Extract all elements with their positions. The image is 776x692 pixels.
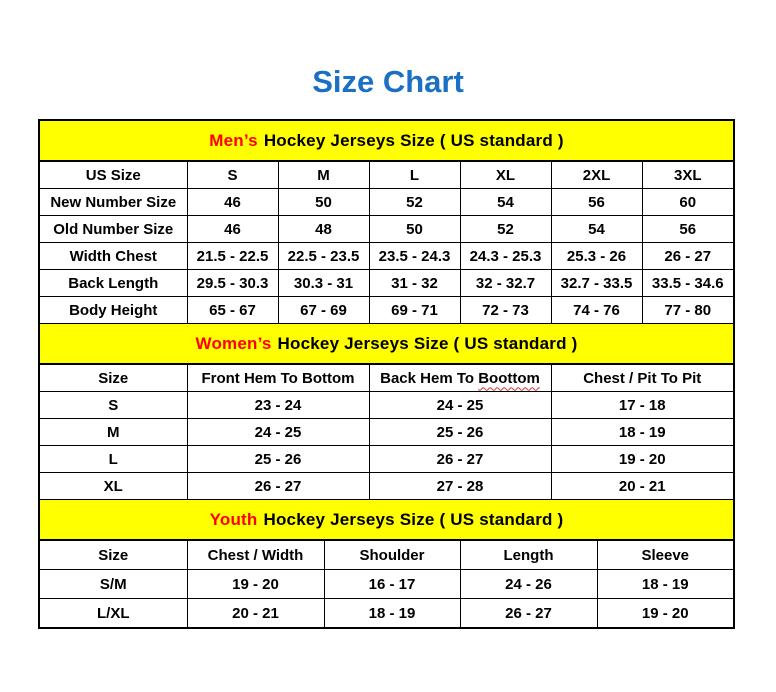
womens-section-band: [40, 323, 733, 365]
header-cell: L: [369, 162, 460, 189]
table-row: [40, 419, 733, 446]
header-cell: Shoulder: [324, 541, 460, 570]
value-cell: 32 - 32.7: [460, 270, 551, 297]
header-cell: XL: [460, 162, 551, 189]
value-cell: 20 - 21: [551, 473, 733, 500]
table-row: [40, 270, 733, 297]
table-row: [40, 570, 733, 599]
header-cell: 2XL: [551, 162, 642, 189]
value-cell: 46: [187, 189, 278, 216]
row-label-cell: M: [40, 419, 187, 446]
header-cell: US Size: [40, 162, 187, 189]
value-cell: 77 - 80: [642, 297, 733, 324]
value-cell: 48: [278, 216, 369, 243]
value-cell: 26 - 27: [369, 446, 551, 473]
mens-section-band: [40, 121, 733, 162]
value-cell: 65 - 67: [187, 297, 278, 324]
value-cell: 52: [460, 216, 551, 243]
table-row: [40, 392, 733, 419]
value-cell: 18 - 19: [597, 570, 733, 599]
row-label-cell: XL: [40, 473, 187, 500]
row-label-cell: Old Number Size: [40, 216, 187, 243]
row-label-cell: S/M: [40, 570, 187, 599]
value-cell: 56: [642, 216, 733, 243]
value-cell: 60: [642, 189, 733, 216]
value-cell: 27 - 28: [369, 473, 551, 500]
row-label-cell: New Number Size: [40, 189, 187, 216]
header-cell: M: [278, 162, 369, 189]
value-cell: 17 - 18: [551, 392, 733, 419]
row-label-cell: Width Chest: [40, 243, 187, 270]
value-cell: 24 - 26: [460, 570, 597, 599]
misspelled-word: Boottom: [478, 369, 540, 387]
value-cell: 19 - 20: [187, 570, 324, 599]
header-cell: S: [187, 162, 278, 189]
header-text: Back Hem To: [380, 369, 479, 387]
header-cell: Sleeve: [597, 541, 733, 570]
value-cell: 25 - 26: [369, 419, 551, 446]
value-cell: 16 - 17: [324, 570, 460, 599]
youth-size-table: [40, 541, 733, 627]
table-row: [40, 297, 733, 324]
value-cell: 21.5 - 22.5: [187, 243, 278, 270]
value-cell: 26 - 27: [642, 243, 733, 270]
value-cell: 25 - 26: [187, 446, 369, 473]
value-cell: 18 - 19: [551, 419, 733, 446]
header-cell: Size: [40, 541, 187, 570]
value-cell: 25.3 - 26: [551, 243, 642, 270]
header-cell: Front Hem To Bottom: [187, 365, 369, 392]
value-cell: 67 - 69: [278, 297, 369, 324]
value-cell: 33.5 - 34.6: [642, 270, 733, 297]
header-cell: Chest / Width: [187, 541, 324, 570]
value-cell: 19 - 20: [597, 599, 733, 628]
youth-band-text: Hockey Jerseys Size ( US standard ): [263, 509, 564, 529]
header-cell: Length: [460, 541, 597, 570]
value-cell: 20 - 21: [187, 599, 324, 628]
value-cell: 50: [278, 189, 369, 216]
value-cell: 74 - 76: [551, 297, 642, 324]
mens-band-highlight: Men’s: [209, 130, 258, 150]
womens-header-row: [40, 365, 733, 392]
womens-band-highlight: Women’s: [195, 333, 272, 353]
table-row: [40, 216, 733, 243]
value-cell: 32.7 - 33.5: [551, 270, 642, 297]
table-row: [40, 599, 733, 628]
youth-header-row: [40, 541, 733, 570]
page-title: Size Chart: [312, 64, 464, 99]
header-cell: Chest / Pit To Pit: [551, 365, 733, 392]
value-cell: 22.5 - 23.5: [278, 243, 369, 270]
value-cell: 23.5 - 24.3: [369, 243, 460, 270]
value-cell: 19 - 20: [551, 446, 733, 473]
value-cell: 31 - 32: [369, 270, 460, 297]
value-cell: 24 - 25: [369, 392, 551, 419]
mens-header-row: [40, 162, 733, 189]
value-cell: 18 - 19: [324, 599, 460, 628]
value-cell: 23 - 24: [187, 392, 369, 419]
mens-band-text: Hockey Jerseys Size ( US standard ): [263, 130, 564, 150]
row-label-cell: Body Height: [40, 297, 187, 324]
value-cell: 69 - 71: [369, 297, 460, 324]
size-chart-container: [38, 119, 735, 629]
table-row: [40, 473, 733, 500]
youth-section-band: [40, 499, 733, 541]
value-cell: 54: [551, 216, 642, 243]
value-cell: 46: [187, 216, 278, 243]
value-cell: 30.3 - 31: [278, 270, 369, 297]
value-cell: 24 - 25: [187, 419, 369, 446]
value-cell: 54: [460, 189, 551, 216]
table-row: [40, 446, 733, 473]
value-cell: 50: [369, 216, 460, 243]
value-cell: 29.5 - 30.3: [187, 270, 278, 297]
womens-size-table: [40, 365, 733, 499]
row-label-cell: Back Length: [40, 270, 187, 297]
value-cell: 56: [551, 189, 642, 216]
value-cell: 52: [369, 189, 460, 216]
value-cell: 26 - 27: [187, 473, 369, 500]
value-cell: 26 - 27: [460, 599, 597, 628]
mens-size-table: [40, 162, 733, 323]
row-label-cell: S: [40, 392, 187, 419]
youth-band-highlight: Youth: [209, 509, 258, 529]
table-row: [40, 189, 733, 216]
header-cell: 3XL: [642, 162, 733, 189]
value-cell: 24.3 - 25.3: [460, 243, 551, 270]
table-row: [40, 243, 733, 270]
womens-band-text: Hockey Jerseys Size ( US standard ): [277, 333, 578, 353]
value-cell: 72 - 73: [460, 297, 551, 324]
row-label-cell: L/XL: [40, 599, 187, 628]
header-cell-misspelled: [369, 365, 551, 392]
header-cell: Size: [40, 365, 187, 392]
row-label-cell: L: [40, 446, 187, 473]
